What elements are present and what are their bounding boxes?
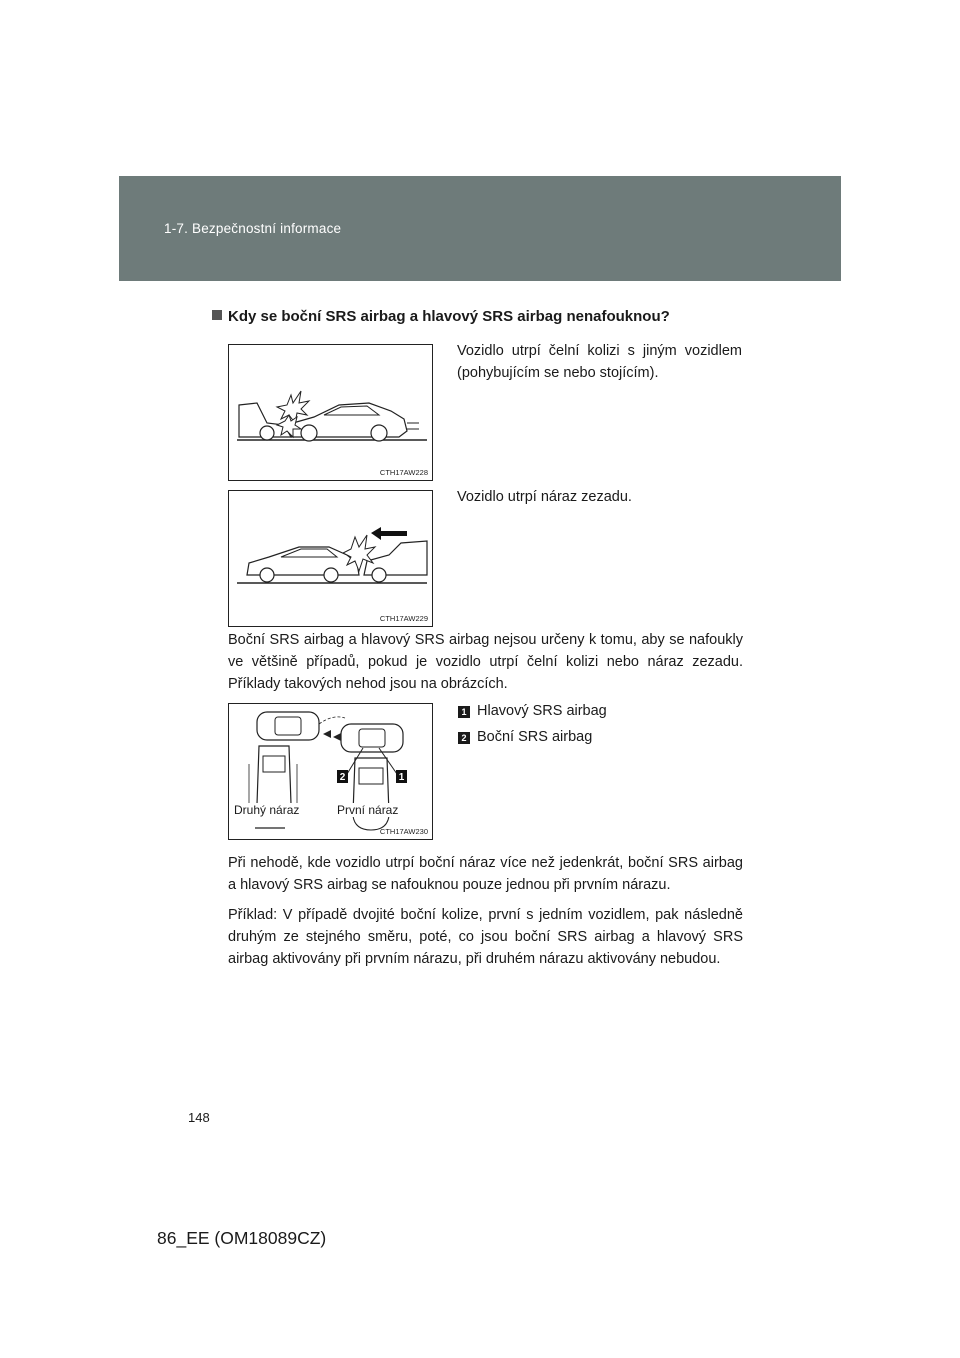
paragraph-example: Příklad: V případě dvojité boční kolize, první s jedním vozidlem, pak následně druhým ze stejného směru, poté, co jsou boční SRS airbag a hlavový SRS airbag aktivovány při prvním nárazu, při druhém nárazu aktivovány nebudou. [228,907,743,967]
figure-rear-collision [228,490,433,627]
number-badge: 1 [458,706,470,718]
number-badge: 2 [458,732,470,744]
legend-item-side-airbag [458,729,592,745]
legend-label: Hlavový SRS airbag [477,703,607,719]
double-side-collision-illustration [229,704,434,841]
document-code: 86_EE (OM18089CZ) [157,1228,327,1248]
page-number: 148 [188,1110,210,1125]
section-heading [212,308,670,325]
figure-code: CTH17AW230 [379,827,428,836]
legend-item-curtain-airbag [458,703,607,719]
figure-frontal-collision [228,344,433,481]
section-title: 1-7. Bezpečnostní informace [164,221,342,236]
marker-1: 1 [398,772,405,783]
square-bullet-icon [212,310,222,320]
figure-double-side-collision [228,703,433,840]
figure-caption-frontal: Vozidlo utrpí čelní kolizi s jiným vozidlem (pohybujícím se nebo stojícím). [457,343,742,381]
figure-code: CTH17AW229 [379,614,428,623]
paragraph-multiple-impacts: Při nehodě, kde vozidlo utrpí boční náraz více než jedenkrát, boční SRS airbag a hlavový SRS airbag se nafouknou pouze jednou při prvním nárazu. [228,855,743,893]
heading-text: Kdy se boční SRS airbag a hlavový SRS airbag nenafouknou? [228,308,670,325]
rear-collision-illustration [229,491,434,628]
paragraph-not-intended: Boční SRS airbag a hlavový SRS airbag nejsou určeny k tomu, aby se nafoukly ve většině případů, pokud je vozidlo utrpí čelní kolizi nebo náraz zezadu. Příklady takových nehod jsou na obrázcích. [228,632,743,692]
marker-2: 2 [339,772,346,783]
label-second-impact: Druhý náraz [234,803,300,817]
label-first-impact: První náraz [337,803,399,817]
legend-label: Boční SRS airbag [477,729,593,745]
figure-caption-rear: Vozidlo utrpí náraz zezadu. [457,489,632,505]
frontal-collision-illustration [229,345,434,482]
figure-code: CTH17AW228 [379,468,428,477]
